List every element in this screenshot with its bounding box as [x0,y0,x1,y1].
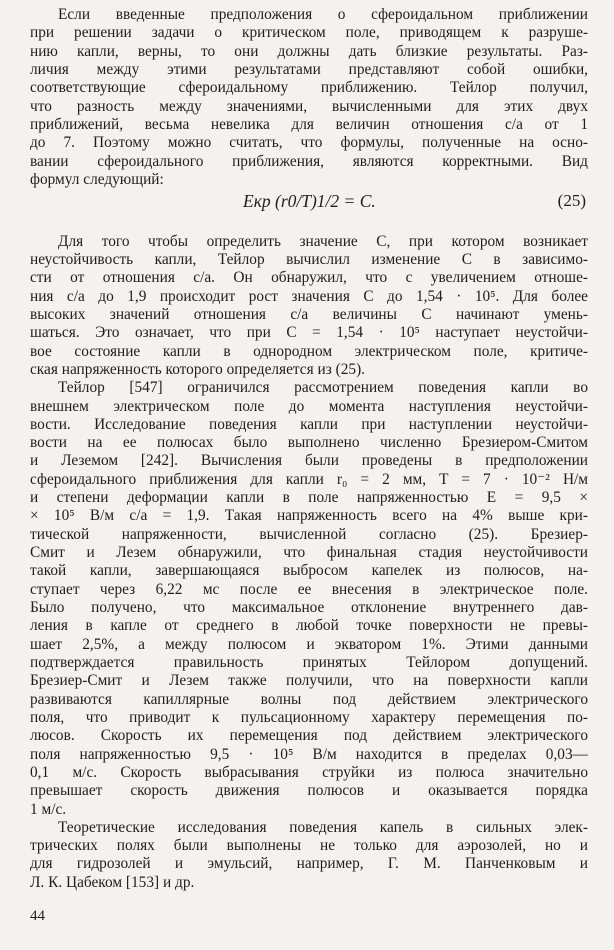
text-line: нию капли, верны, то они должны дать близкие результаты. Раз- [30,42,588,60]
text-line: внешнем электрическом поле до момента наступления неустойчи- [30,397,588,415]
text-line: поля, что приводит к пульсационному характеру перемещения по- [30,708,588,726]
text-line: приближений, весьма невелика для величин отношения c/a от 1 [30,115,588,133]
text-line: неустойчивость капли, Тейлор вычислил изменение C в зависимо- [30,251,588,268]
text-line: 1 м/с. [30,800,67,818]
text-line: шаться. Это означает, что при C = 1,54 · 10⁵ наступает неустойчи- [30,324,588,342]
text-line: и степени деформации капли в поле напряженностью E = 9,5 × [30,489,588,506]
text-line: Теоретические исследования поведения капель в сильных элек- [58,818,588,836]
text-line: Было получено, что максимальное отклонение внутреннего дав- [30,598,588,616]
text-line: формул следующий: [30,170,164,188]
text-line: ступает через 6,22 мс после ее внесения в электрическое поле. [30,580,588,598]
text-line: сти от отношения c/a. Он обнаружил, что с увеличением отноше- [30,269,588,287]
text-line: Брезиер-Смит и Лезем также получили, что на поверхности капли [30,672,588,690]
text-line: Если введенные предположения о сфероидальном приближении [58,6,588,23]
text-line: 0,1 м/с. Скорость выбрасывания струйки из полюса значительно [30,763,588,781]
text-line: вости. Исследование поведения капли при наступлении неустойчи- [30,415,588,433]
text-line: сфероидального приближения для капли r₀ = 2 мм, T = 7 · 10⁻² Н/м [30,470,588,488]
text-line: высоких значений отношения c/a величины C начинают умень- [30,305,588,323]
text-line: вании сфероидального приближения, являются корректными. Вид [30,152,588,170]
text-line: ская напряженность которого определяется из (25). [30,360,366,378]
text-line: что разность между значениями, вычисленными для этих двух [30,97,588,115]
text-line: такой капли, завершающаяся выбросом капелек из полюсов, на- [30,562,588,580]
text-line: Тейлор [547] ограничился рассмотрением поведения капли во [58,379,588,397]
equation: Eкр (r0/T)1/2 = C. [243,190,376,211]
text-line: шает 2,5%, а между полюсом и экватором 1%. Этими данными [30,635,588,653]
text-line: для гидрозолей и эмульсий, например, Г. М. Панченковым и [30,855,588,873]
text-line: превышает скорость движения полюсов и оказывается порядка [30,782,588,800]
text-line: соответствующие сфероидальному приближению. Тейлор получил, [30,79,588,97]
text-line: Для того чтобы определить значение C, при котором возникает [58,232,588,250]
text-line: вое состояние капли в однородном электрическом поле, критиче- [30,342,588,360]
equation-number: (25) [557,190,586,210]
text-line: личия между этими результатами представляют собой ошибки, [30,61,588,78]
text-line: поля напряженностью 9,5 · 10⁵ В/м находится в пределах 0,03— [30,745,588,763]
text-line: × 10⁵ В/м c/a = 1,9. Такая напряженность всего на 4% выше кри- [30,507,588,525]
text-line: Л. К. Цабеком [153] и др. [30,873,195,891]
text-line: трических полях были выполнены не только для аэрозолей, но и [30,837,588,855]
text-line: подтверждается правильность принятых Тейлором допущений. [30,653,588,671]
text-line: при решении задачи о критическом поле, приводящем к разруше- [30,24,588,42]
text-line: до 7. Поэтому можно считать, что формулы, полученные на осно- [30,134,588,152]
text-line: ления в капле от среднего в любой точке поверхности не превы- [30,617,588,635]
text-line: тической напряженности, вычисленной согласно (25). Брезиер- [30,525,588,543]
page-number: 44 [30,908,45,924]
text-line: и Леземом [242]. Вычисления были проведены в предположении [30,452,588,470]
text-line: Смит и Лезем обнаружили, что финальная стадия неустойчивости [30,544,588,561]
text-line: ния c/a до 1,9 происходит рост значения C до 1,54 · 10⁵. Для более [30,287,588,305]
text-line: люсов. Скорость их перемещения под действием электрического [30,727,588,745]
text-line: развиваются капиллярные волны под действием электрического [30,690,588,708]
text-line: вости на ее полюсах было выполнено численно Брезиером-Смитом [30,434,588,452]
